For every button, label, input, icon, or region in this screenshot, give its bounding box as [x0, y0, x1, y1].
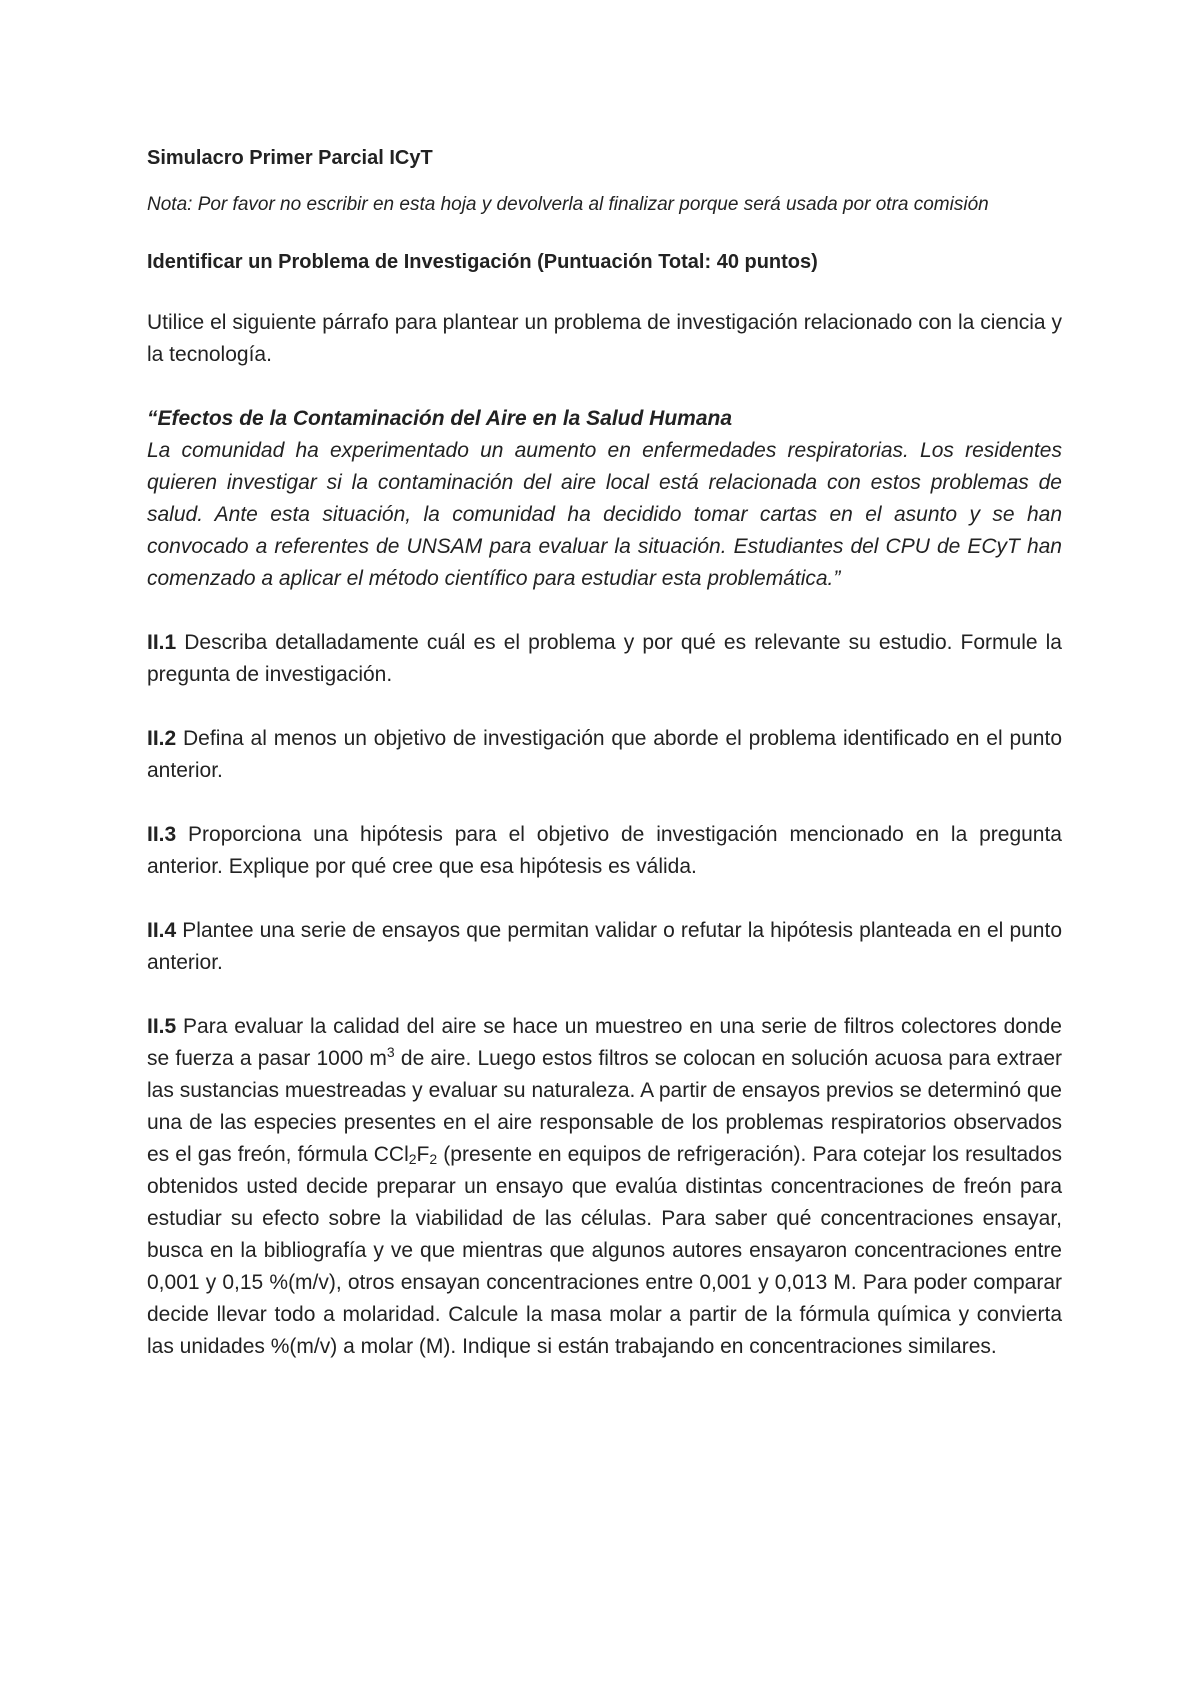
question-ii1	[147, 627, 1062, 691]
question-text-part: de aire. Luego estos filtros se colocan en solución acuosa para extraer las sustancias muestreadas y evaluar su naturaleza. A partir de ensayos previos se determinó que una de las especies presentes en el aire responsable de los problemas respiratorios observados es el gas freón, fórmula CCl	[147, 1047, 1062, 1166]
question-text-part: (presente en equipos de refrigeración). Para cotejar los resultados obtenidos usted decide preparar un ensayo que evalúa distintas concentraciones de freón para estudiar su efecto sobre la viabilidad de las células. Para saber qué concentraciones ensayar, busca en la bibliografía y ve que mientras que algunos autores ensayaron concentraciones entre 0,001 y 0,15 %(m/v), otros ensayan concentraciones entre 0,001 y 0,013 M. Para poder comparar decide llevar todo a molaridad. Calcule la masa molar a partir de la fórmula química y convierta las unidades %(m/v) a molar (M). Indique si están trabajando en concentraciones similares.	[147, 1143, 1062, 1358]
question-number: II.5	[147, 1015, 177, 1038]
question-ii4	[147, 915, 1062, 979]
question-number: II.3	[147, 823, 177, 846]
question-number: II.4	[147, 919, 177, 942]
intro-paragraph: Utilice el siguiente párrafo para plantear un problema de investigación relacionado con la ciencia y la tecnología.	[147, 311, 1062, 366]
question-number: II.1	[147, 631, 177, 654]
question-text: Describa detalladamente cuál es el problema y por qué es relevante su estudio. Formule la pregunta de investigación.	[147, 631, 1062, 686]
question-ii3	[147, 819, 1062, 883]
question-text-part: Para evaluar la calidad del aire se hace un muestreo en una serie de filtros colectores donde se fuerza a pasar 1000 m	[147, 1015, 1062, 1070]
question-ii2	[147, 723, 1062, 787]
question-text: Proporciona una hipótesis para el objetivo de investigación mencionado en la pregunta anterior. Explique por qué cree que esa hipótesis es válida.	[147, 823, 1062, 878]
question-ii5	[147, 1011, 1062, 1363]
document-note: Nota: Por favor no escribir en esta hoja y devolverla al finalizar porque será usada por otra comisión	[147, 194, 989, 215]
section-heading: Identificar un Problema de Investigación (Puntuación Total: 40 puntos)	[147, 251, 818, 273]
document-page	[147, 143, 1062, 1395]
question-text: Defina al menos un objetivo de investigación que aborde el problema identificado en el punto anterior.	[147, 727, 1062, 782]
question-text: Plantee una serie de ensayos que permitan validar o refutar la hipótesis planteada en el punto anterior.	[147, 919, 1062, 974]
case-study	[147, 403, 1062, 595]
question-number: II.2	[147, 727, 177, 750]
subscript-2: 2	[408, 1151, 417, 1167]
case-body: La comunidad ha experimentado un aumento en enfermedades respiratorias. Los residentes quieren investigar si la contaminación del aire local está relacionada con estos problemas de salud. Ante esta situación, la comunidad ha decidido tomar cartas en el asunto y se han convocado a referentes de UNSAM para evaluar la situación. Estudiantes del CPU de ECyT han comenzado a aplicar el método científico para estudiar esta problemática.”	[147, 439, 1062, 590]
case-title: “Efectos de la Contaminación del Aire en la Salud Humana	[147, 407, 733, 430]
document-title: Simulacro Primer Parcial ICyT	[147, 147, 433, 169]
subscript-2: 2	[429, 1151, 438, 1167]
superscript-3: 3	[386, 1044, 395, 1060]
question-text-part: F	[416, 1143, 430, 1166]
